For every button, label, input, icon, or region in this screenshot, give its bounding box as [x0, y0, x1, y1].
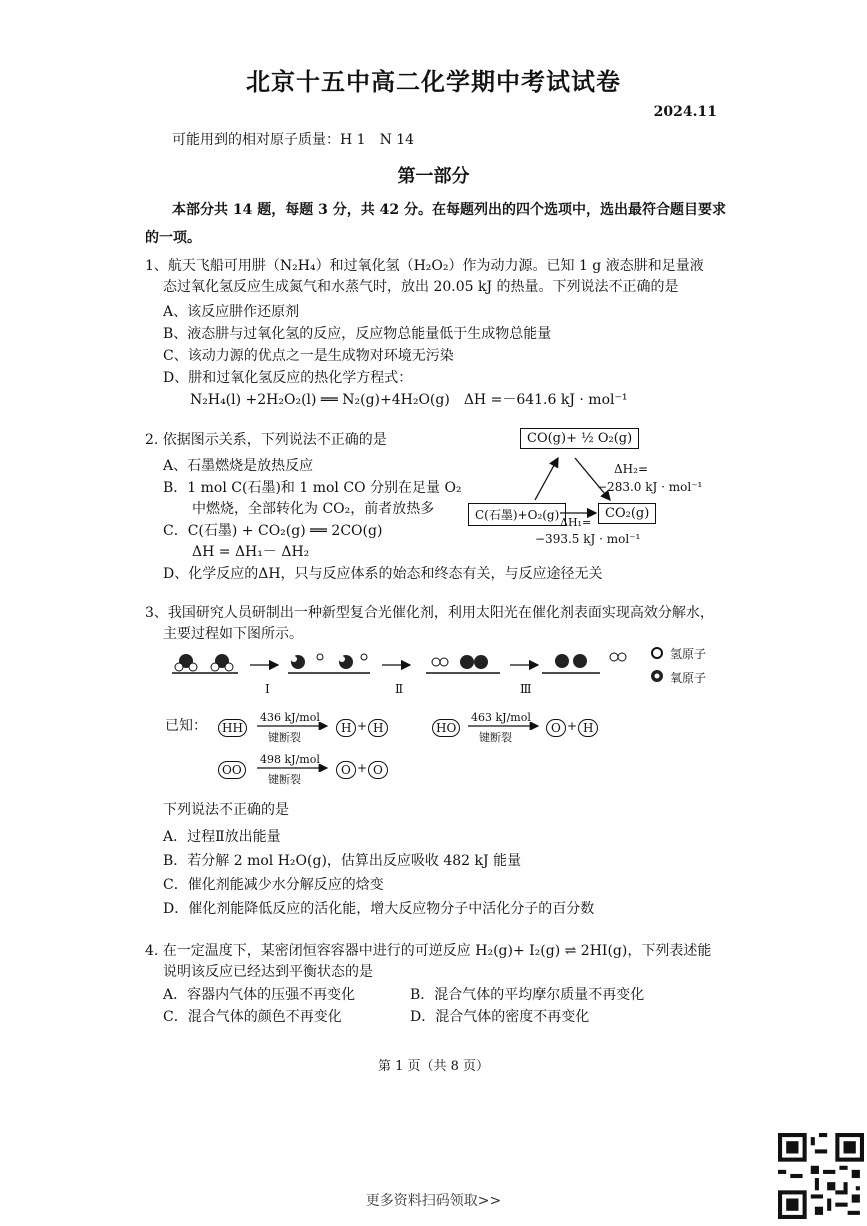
- q3-oo-plus: +: [357, 761, 368, 775]
- section-intro-line1: 本部分共 14 题，每题 3 分，共 42 分。在每题列出的四个选项中，选出最符合题目要求: [172, 202, 726, 218]
- q3-h-atom-2: H: [368, 719, 388, 737]
- q1-option-a: A、该反应肼作还原剂: [163, 304, 300, 320]
- q2-stem: 2. 依据图示关系，下列说法不正确的是: [145, 432, 387, 448]
- q4-option-d: D．混合气体的密度不再变化: [410, 1009, 590, 1025]
- q2-diagram-right-box: CO₂(g): [598, 503, 656, 524]
- q4-option-b: B．混合气体的平均摩尔质量不再变化: [410, 987, 645, 1003]
- q3-oo-arrow: [255, 764, 333, 772]
- q3-hh-arrow: [255, 722, 333, 730]
- q3-question: 下列说法不正确的是: [163, 802, 289, 818]
- q3-oo-energy: 498 kJ/mol: [260, 753, 320, 766]
- q3-option-a: A．过程Ⅱ放出能量: [163, 829, 281, 845]
- q3-step-1: Ⅰ: [265, 682, 270, 696]
- section-title: 第一部分: [397, 166, 470, 187]
- q1-equation: N₂H₄(l) +2H₂O₂(l) ══ N₂(g)+4H₂O(g) ΔH =－641.6 kJ · mol⁻¹: [190, 392, 628, 408]
- q2-diagram-left-box: C(石墨)+O₂(g): [468, 503, 566, 526]
- q2-dh2-label: ΔH₂=: [614, 462, 648, 476]
- q3-ho-plus: +: [567, 719, 578, 733]
- exam-title: 北京十五中高二化学期中考试试卷: [246, 68, 621, 96]
- exam-date: 2024.11: [653, 104, 717, 120]
- q3-option-d: D．催化剂能降低反应的活化能，增大反应物分子中活化分子的百分数: [163, 901, 595, 917]
- q3-stem-line1: 3、我国研究人员研制出一种新型复合光催化剂，利用太阳光在催化剂表面实现高效分解水，: [145, 605, 714, 621]
- q4-option-a: A．容器内气体的压强不再变化: [163, 987, 356, 1003]
- qr-code-icon[interactable]: [778, 1133, 864, 1219]
- q3-stem-line2: 主要过程如下图所示。: [163, 626, 303, 642]
- q1-option-b: B、液态肼与过氧化氢的反应，反应物总能量低于生成物总能量: [163, 326, 552, 342]
- q2-dh1-label: ΔH₁=: [560, 516, 592, 529]
- more-resources-link[interactable]: 更多资料扫码领取>>: [365, 1193, 502, 1209]
- q3-option-c: C．催化剂能减少水分解反应的焓变: [163, 877, 384, 893]
- q3-known-label: 已知：: [165, 718, 207, 734]
- q3-ho-arrow: [466, 722, 544, 730]
- q3-oo-molecule: OO: [218, 761, 246, 779]
- page-number: 第 1 页（共 8 页）: [377, 1059, 490, 1074]
- q3-hh-break-label: 键断裂: [268, 731, 301, 744]
- section-intro-line2: 的一项。: [145, 230, 201, 246]
- q3-hh-plus: +: [357, 719, 368, 733]
- atomic-mass-note: 可能用到的相对原子质量：H 1 N 14: [172, 132, 415, 148]
- q2-option-c-line2: ΔH = ΔH₁－ ΔH₂: [192, 544, 310, 560]
- q3-legend-icons: [650, 646, 664, 686]
- q2-option-d: D、化学反应的ΔH，只与反应体系的始态和终态有关，与反应途径无关: [163, 566, 603, 582]
- q3-ho-break-label: 键断裂: [479, 731, 512, 744]
- q3-hh-molecule: HH: [218, 719, 247, 737]
- q4-option-c: C．混合气体的颜色不再变化: [163, 1009, 342, 1025]
- q3-process-diagram: [170, 645, 640, 690]
- q3-option-b: B．若分解 2 mol H₂O(g)，估算出反应吸收 482 kJ 能量: [163, 853, 522, 869]
- q3-o-atom-1: O: [546, 719, 566, 737]
- q3-ho-energy: 463 kJ/mol: [471, 711, 531, 724]
- q2-diagram-top-box: CO(g)+ ½ O₂(g): [520, 428, 639, 449]
- q3-step-3: Ⅲ: [520, 682, 532, 696]
- q2-option-c-line1: C．C(石墨) + CO₂(g) ══ 2CO(g): [163, 523, 383, 539]
- q1-stem-line1: 1、航天飞船可用肼（N₂H₄）和过氧化氢（H₂O₂）作为动力源。已知 1 g 液态肼和足量液: [145, 258, 704, 274]
- q2-option-a: A、石墨燃烧是放热反应: [163, 458, 314, 474]
- q1-option-c: C、该动力源的优点之一是生成物对环境无污染: [163, 348, 454, 364]
- q3-o-atom-2: O: [336, 761, 356, 779]
- q1-option-d: D、肼和过氧化氢反应的热化学方程式：: [163, 370, 413, 386]
- q1-stem-line2: 态过氧化氢反应生成氮气和水蒸气时，放出 20.05 kJ 的热量。下列说法不正确的是: [163, 279, 679, 295]
- q3-legend-oxygen: 氧原子: [670, 671, 707, 685]
- q2-option-b-line2: 中燃烧，全部转化为 CO₂，前者放热多: [192, 501, 435, 517]
- q2-option-b-line1: B．1 mol C(石墨)和 1 mol CO 分别在足量 O₂: [163, 480, 462, 496]
- q3-o-atom-3: O: [368, 761, 388, 779]
- q3-h-atom-3: H: [578, 719, 598, 737]
- q3-hh-energy: 436 kJ/mol: [260, 711, 320, 724]
- q3-oo-break-label: 键断裂: [268, 773, 301, 786]
- q3-step-2: Ⅱ: [395, 682, 404, 696]
- q3-legend-hydrogen: 氢原子: [670, 647, 707, 661]
- q3-h-atom-1: H: [336, 719, 356, 737]
- q2-dh2-value: −283.0 kJ · mol⁻¹: [597, 480, 703, 494]
- q4-stem-line1: 4. 在一定温度下，某密闭恒容容器中进行的可逆反应 H₂(g)+ I₂(g) ⇌ 2HI(g)，下列表述能: [145, 943, 712, 959]
- q2-dh1-value: −393.5 kJ · mol⁻¹: [535, 532, 641, 546]
- q4-stem-line2: 说明该反应已经达到平衡状态的是: [163, 964, 373, 980]
- q3-ho-molecule: HO: [432, 719, 460, 737]
